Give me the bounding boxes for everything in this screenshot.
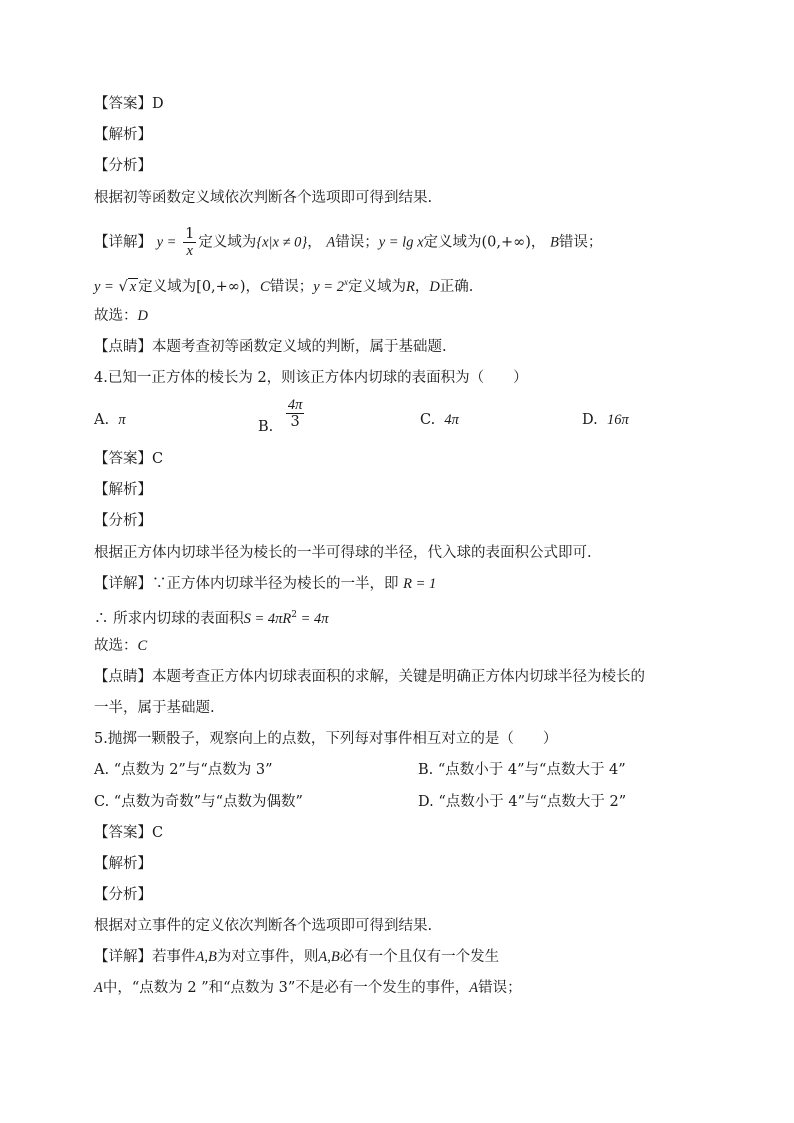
q5-option-c: C. “点数为奇数”与“点数为偶数” xyxy=(94,794,303,810)
q4-answer: 【答案】C xyxy=(94,451,164,467)
q3-formula-y: y = xyxy=(156,234,177,251)
q4-option-b: B. $\frac{4\pi}{3}$ xyxy=(258,397,303,435)
q4-comment-line1: 【点睛】本题考查正方体内切球表面积的求解，关键是明确正方体内切球半径为棱长的 xyxy=(94,669,645,685)
q4-option-d: D. 16π xyxy=(582,412,629,428)
q3-comment: 【点睛】本题考查初等函数定义域的判断，属于基础题. xyxy=(94,339,447,355)
q4-choose: 故选：C xyxy=(94,638,148,654)
q5-option-d: D. “点数小于 4”与“点数大于 2” xyxy=(418,794,627,810)
sqrt-sign: √ xyxy=(118,278,128,295)
q4-analysis-tag: 【解析】 xyxy=(94,482,152,498)
q4-option-c: C. 4π xyxy=(420,412,459,428)
q4-question: 4.已知一正方体的棱长为 2，则该正方体内切球的表面积为（ ） xyxy=(94,370,528,386)
q4-detail-line1: 【详解】∵正方体内切球半径为棱长的一半，即 R = 1 xyxy=(94,576,437,592)
q5-detail-line2: A中，“点数为 2 ”和“点数为 3”不是必有一个发生的事件，A错误； xyxy=(94,980,522,996)
q5-fenxi-tag: 【分析】 xyxy=(94,887,152,903)
q3-fenxi-tag: 【分析】 xyxy=(94,158,152,174)
q3-choose: 故选：D xyxy=(94,308,148,324)
q4-option-b-fraction: $\frac{4\pi}{3}$ xyxy=(287,397,303,430)
because-symbol: ∵ xyxy=(152,576,167,592)
q4-fenxi-tag: 【分析】 xyxy=(94,513,152,529)
q5-analysis-tag: 【解析】 xyxy=(94,856,152,872)
q3-analysis-tag: 【解析】 xyxy=(94,127,152,143)
q5-answer: 【答案】C xyxy=(94,825,164,841)
q3-set: {x|x ≠ 0} xyxy=(256,234,308,251)
q3-fenxi-text: 根据初等函数定义域依次判断各个选项即可得到结果. xyxy=(94,190,433,206)
q3-detail-line1: 【详解】 y = $\frac{1}{x}$ 定义域为{x|x ≠ 0}， A错误；y = lg x定义域为(0,+∞)， B错误； xyxy=(94,226,603,259)
q5-question: 5.抛掷一颗骰子，观察向上的点数，下列每对事件相互对立的是（ ） xyxy=(94,731,558,747)
therefore-symbol: ∴ xyxy=(94,610,109,627)
q5-option-b: B. “点数小于 4”与“点数大于 4” xyxy=(418,762,626,778)
q4-detail-line2: ∴ 所求内切球的表面积$S = 4\pi R^2 = 4\pi$ xyxy=(94,610,329,627)
q3-detail-line2: y = √ x 定义域为[0,+∞)，C错误；$y = 2^x$定义域为R，D正确. xyxy=(94,277,474,295)
q3-answer: 【答案】D xyxy=(94,96,164,112)
q5-fenxi-text: 根据对立事件的定义依次判断各个选项即可得到结果. xyxy=(94,918,433,934)
q4-comment-line2: 一半，属于基础题. xyxy=(94,700,215,716)
q5-option-a: A. “点数为 2”与“点数为 3” xyxy=(94,762,273,778)
q4-option-a: A. π xyxy=(94,412,126,428)
q3-detail-tag: 【详解】 xyxy=(94,234,152,251)
q4-fenxi-text: 根据正方体内切球半径为棱长的一半可得球的半径，代入球的表面积公式即可. xyxy=(94,545,592,561)
q3-fraction: $\frac{1}{x}$ xyxy=(185,226,195,259)
q5-detail-line1: 【详解】若事件A,B为对立事件，则A,B必有一个且仅有一个发生 xyxy=(94,949,500,965)
